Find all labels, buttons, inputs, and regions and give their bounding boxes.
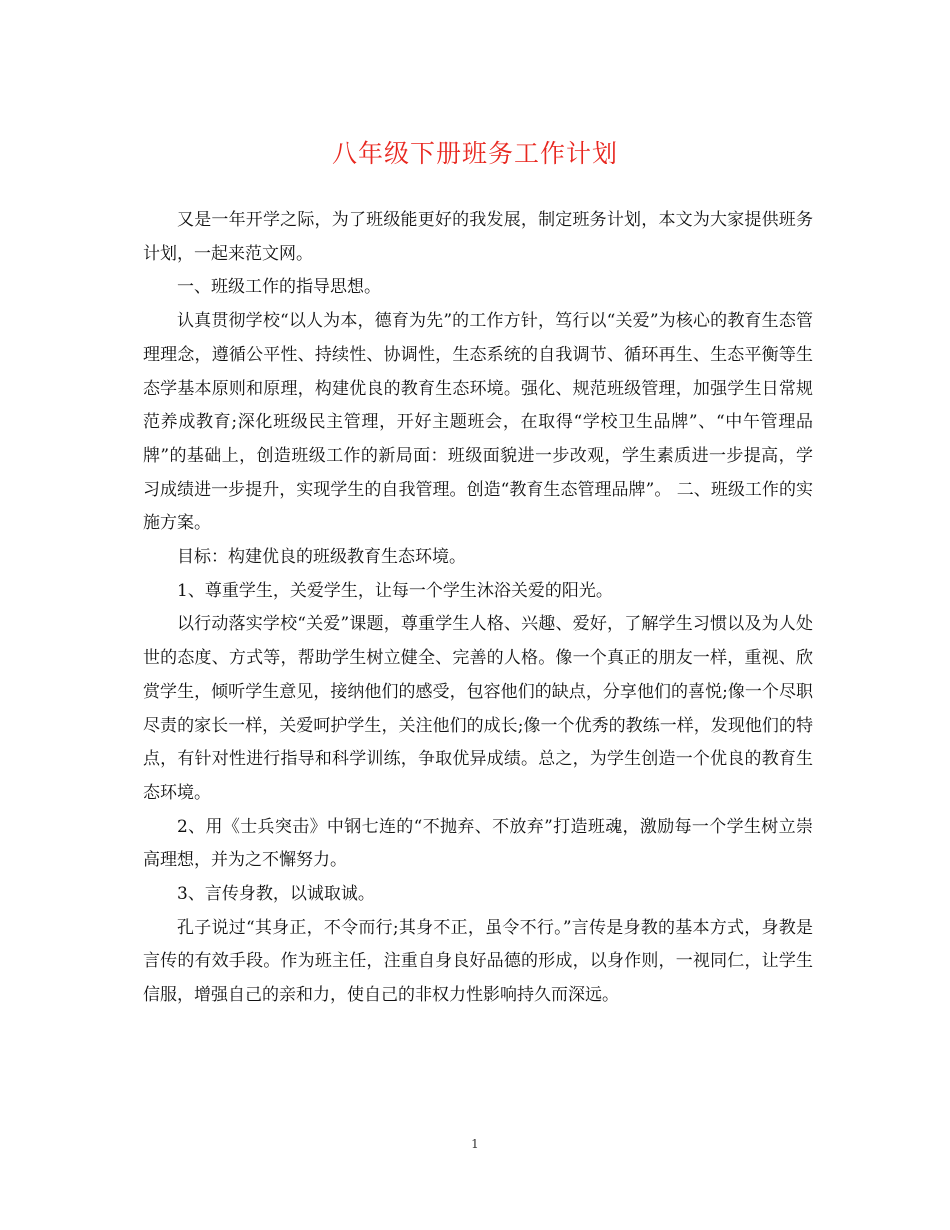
document-body [143,204,813,1013]
paragraph-goal: 目标：构建优良的班级教育生态环境。 [177,547,466,568]
page-number: 1 [471,1137,479,1151]
paragraph-heading-guiding-ideology: 一、班级工作的指导思想。 [177,277,381,298]
paragraph-item-3-body: 孔子说过“其身正，不令而行;其身不正，虽令不行。”言传是身教的基本方式，身教是言传的有效手段。作为班主任，注重自身良好品德的形成，以身作则，一视同仁，让学生信服，增强自己的亲和力，使自己的非权力性影响持久而深远。 [143,917,813,1006]
paragraph-item-1-body: 以行动落实学校“关爱”课题，尊重学生人格、兴趣、爱好，了解学生习惯以及为人处世的态度、方式等，帮助学生树立健全、完善的人格。像一个真正的朋友一样，重视、欣赏学生，倾听学生意见，接纳他们的感受，包容他们的缺点，分享他们的喜悦;像一个尽职尽责的家长一样，关爱呵护学生，关注他们的成长;像一个优秀的教练一样，发现他们的特点，有针对性进行指导和科学训练，争取优异成绩。总之，为学生创造一个优良的教育生态环境。 [143,614,813,803]
paragraph-intro: 又是一年开学之际，为了班级能更好的我发展，制定班务计划，本文为大家提供班务计划，一起来范文网。 [143,210,813,264]
paragraph-guiding-ideology: 认真贯彻学校“以人为本，德育为先”的工作方针，笃行以“关爱”为核心的教育生态管理理念，遵循公平性、持续性、协调性，生态系统的自我调节、循环再生、生态平衡等生态学基本原则和原理，构建优良的教育生态环境。强化、规范班级管理，加强学生日常规范养成教育;深化班级民主管理，开好主题班会，在取得“学校卫生品牌”、“中午管理品牌”的基础上，创造班级工作的新局面：班级面貌进一步改观，学生素质进一步提高，学习成绩进一步提升，实现学生的自我管理。创造“教育生态管理品牌”。 二、班级工作的实施方案。 [143,311,813,534]
paragraph-item-3-heading: 3、言传身教，以诚取诚。 [177,884,375,905]
paragraph-item-2: 2、用《士兵突击》中钢七连的“不抛弃、不放弃”打造班魂，激励每一个学生树立崇高理想，并为之不懈努力。 [143,816,813,871]
document-title: 八年级下册班务工作计划 [331,139,618,168]
paragraph-item-1-heading: 1、尊重学生，关爱学生，让每一个学生沐浴关爱的阳光。 [177,580,613,601]
